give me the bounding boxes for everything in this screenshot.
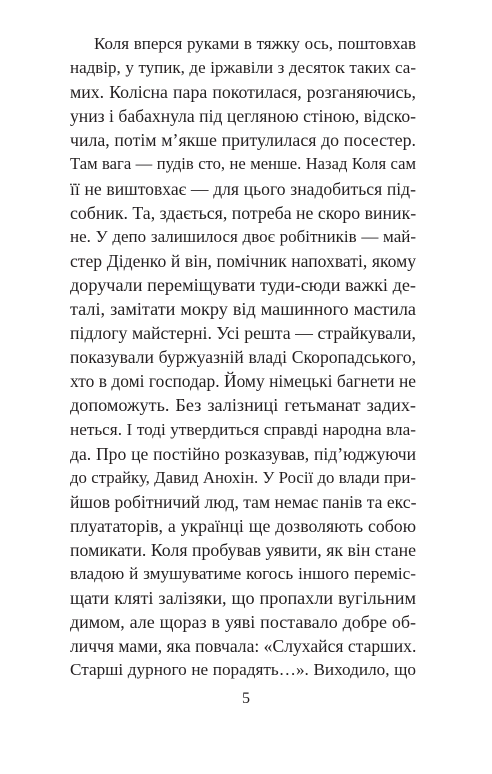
text-line: доручали переміщувати туди-сюди важкі де- [70,274,416,295]
text-line: талі, замітати мокру від машинного мастила [70,299,416,320]
text-line: Коля вперся руками в тяжку ось, поштовхав [94,34,416,53]
body-text [70,32,416,683]
page-number: 5 [242,690,250,707]
text-line: владою й змушуватиме когось іншого переміс- [70,564,416,584]
text-line: йшов робітничий люд, там немає панів та екс- [70,491,417,512]
text-line: собник. Та, здається, потреба не скоро виник- [70,202,417,223]
text-line: допоможуть. Без залізниці гетьманат задих- [70,395,416,416]
text-line: чила, потім м’якше притулилася до посестер. [70,130,416,151]
text-line: плуататорів, а українці ще дозволяють собою [70,515,416,536]
text-line: димом, але щораз в уяві поставало добре об- [70,612,416,633]
text-line: не. У депо залишилося двоє робітників — май- [70,226,416,246]
text-line: да. Про це постійно розказував, під’юджуючи [70,443,416,464]
text-line: до страйку, Давид Анохін. У Росії до влади при- [70,467,416,487]
text-line: неться. І тоді утвердиться справді народна вла- [70,419,416,439]
text-line: Там вага — пудів сто, не менше. Назад Коля сам [70,154,416,174]
text-line: личчя мами, яка повчала: «Слухайся старших. [70,636,417,657]
text-line: стер Діденко й він, помічник напохваті, якому [70,250,416,271]
text-line: її не виштовхає — для цього знадобиться під- [70,178,416,199]
text-line: Старші дурного не порадять…». Виходило, що [70,660,416,680]
text-line: показували буржуазній владі Скоропадського, [70,347,416,368]
text-line: щати кляті залізяки, що пропахли вугільним [70,588,416,609]
text-line: униз і бабахнула під цегляною стіною, відско- [70,106,416,127]
text-line: підлогу майстерні. Усі решта — страйкували, [70,323,416,344]
text-line: надвір, у тупик, де іржавіли з десяток таких са- [70,58,416,78]
text-line: помикати. Коля пробував уявити, як він стане [70,539,416,560]
text-line: хто в домі господар. Йому німецькі багнети не [70,371,416,392]
text-line: мих. Колісна пара покотилася, розганяючись, [70,82,416,103]
